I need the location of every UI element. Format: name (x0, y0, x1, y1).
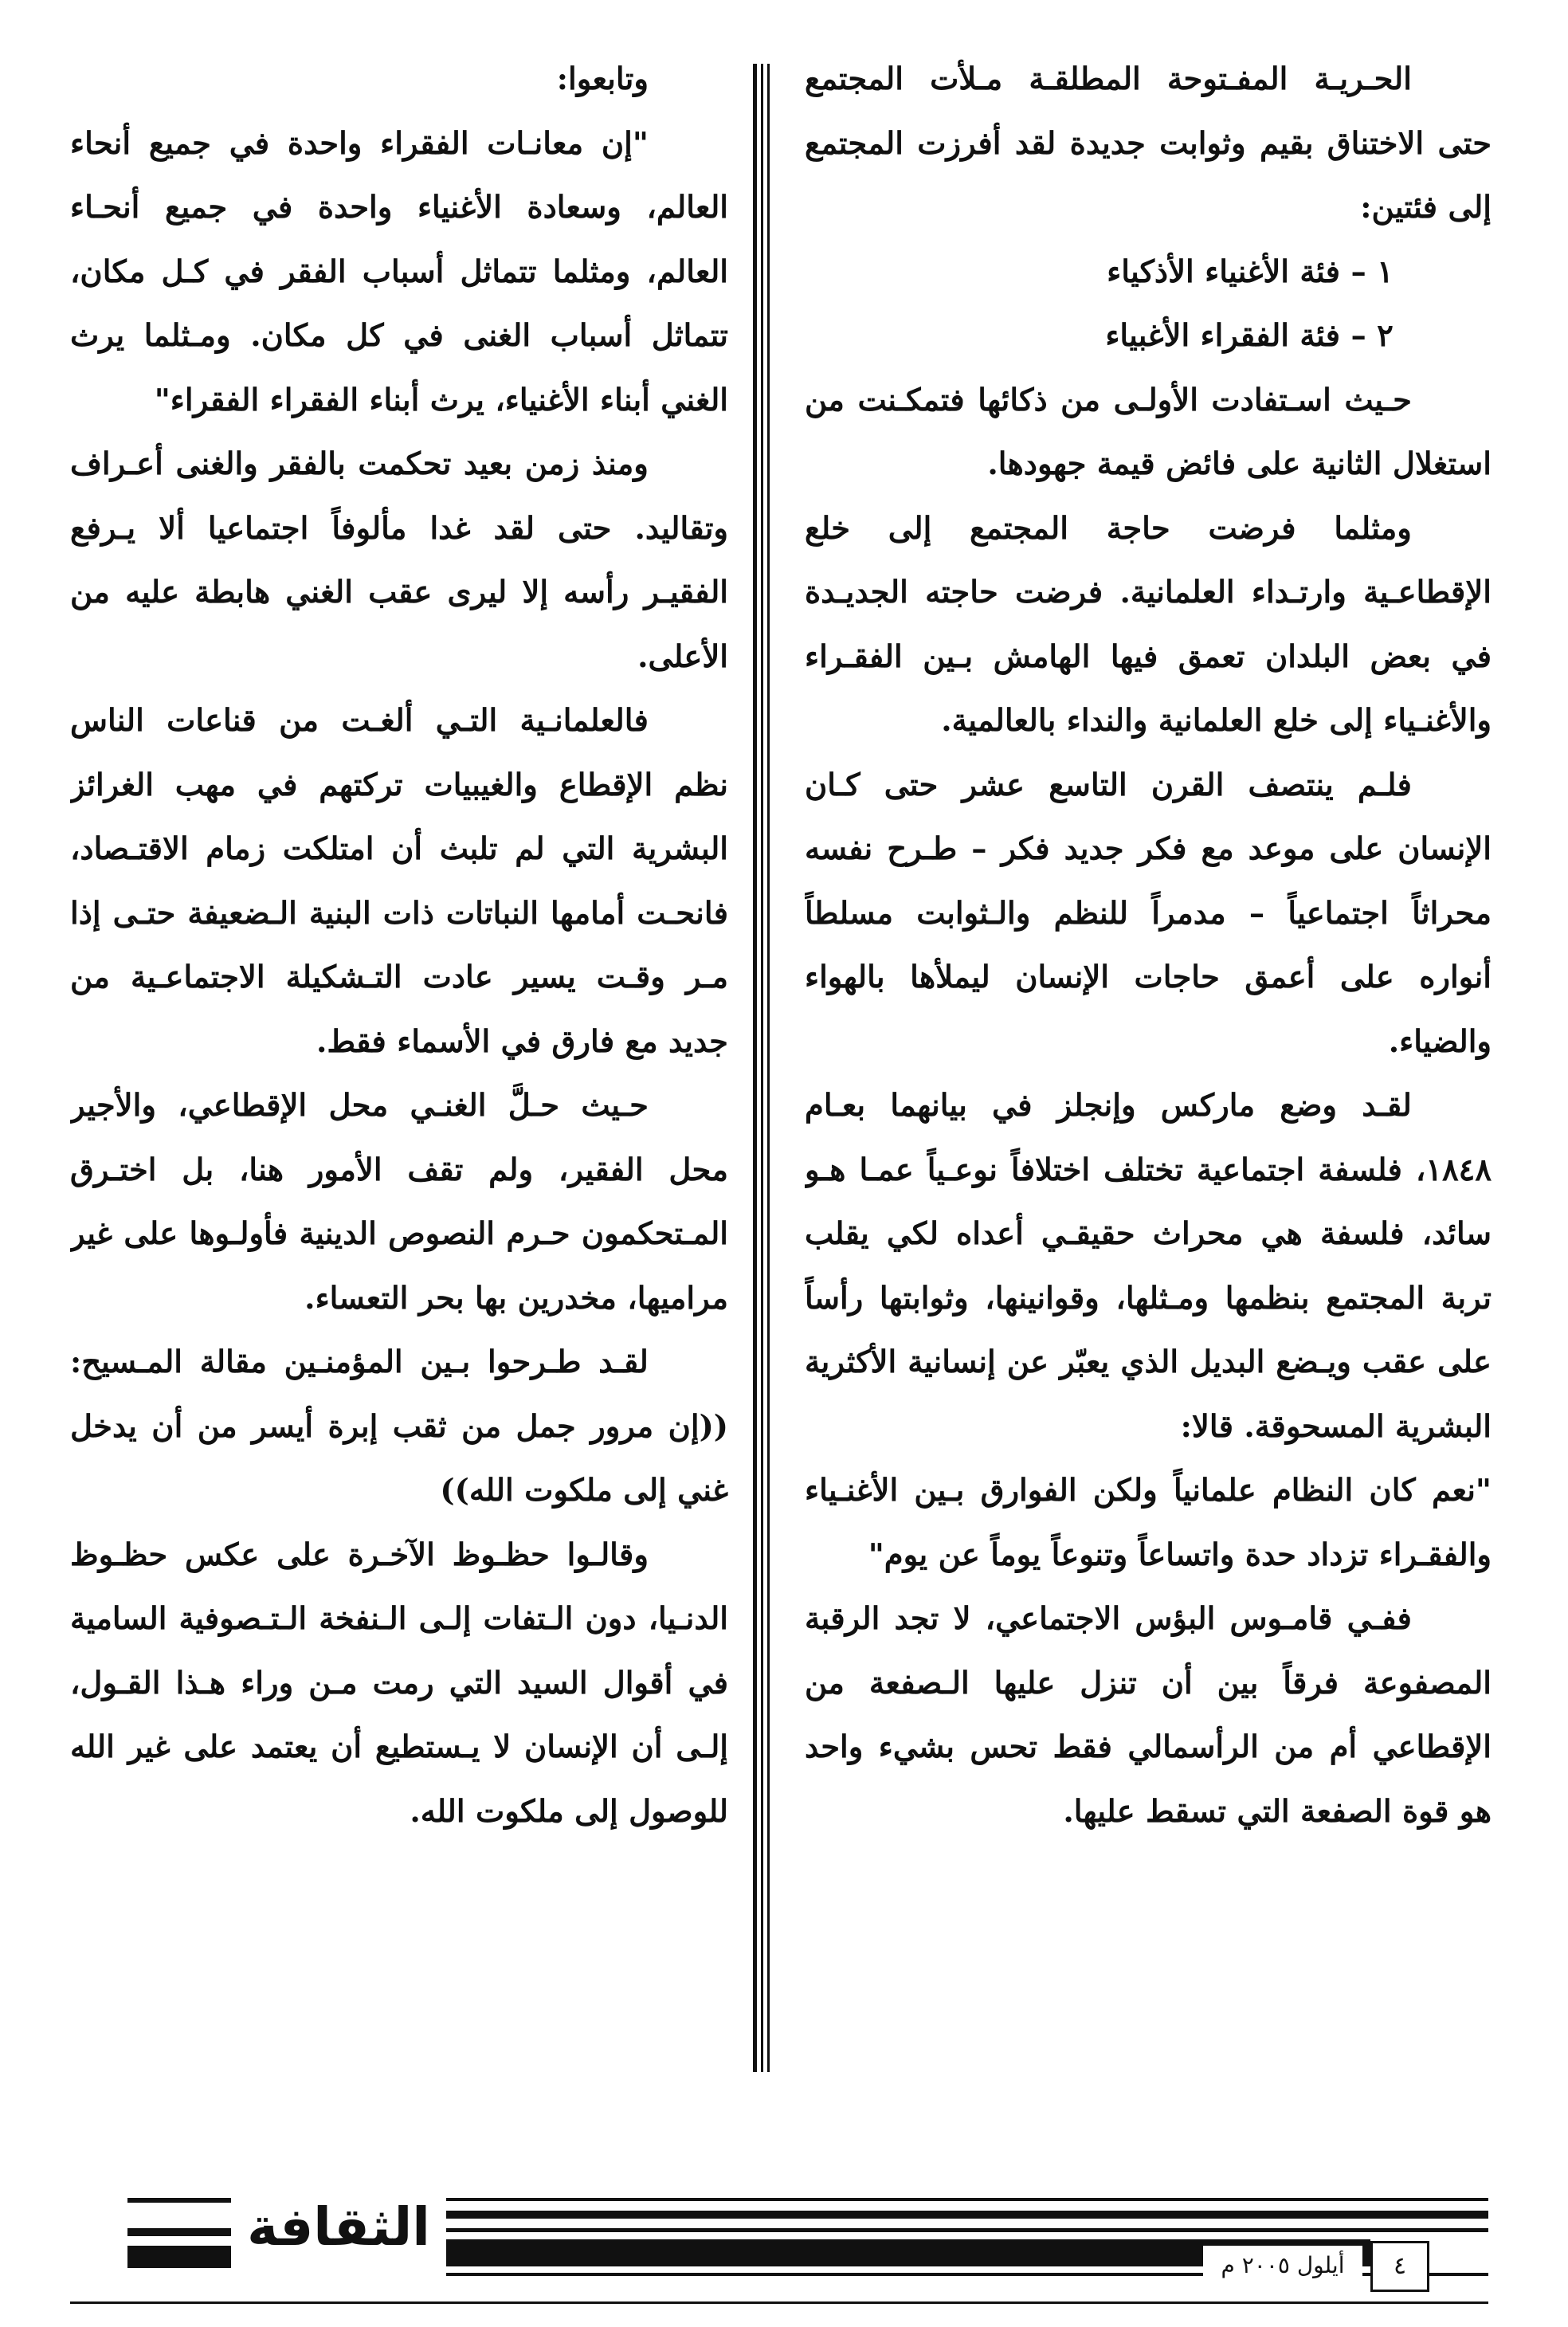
right-column (805, 48, 1492, 2088)
footer-rule-left-bold (127, 2228, 231, 2236)
magazine-logo: الثقافة (247, 2196, 430, 2258)
right-column-paragraph: ١ – فئة الأغنياء الأذكياء (1107, 253, 1394, 290)
left-column-paragraph: ومنذ زمن بعيد تحكمت بالفقر والغنى أعـراف وتقاليد. حتى لقد غدا مألوفاً اجتماعيا ألا يـرفع الفقيـر رأسه إلا ليرى عقب الغني هابطة عليه من الأعلى. (70, 446, 728, 675)
right-column-paragraph: لقـد وضع ماركس وإنجلز في بيانهما بعـام ١٨٤٨، فلسفة اجتماعية تختلف اختلافاً نوعـياً عمـا هـو سائد، فلسفة هي محراث حقيقـي أعداه لكي يقلب تربة المجتمع بنظمها ومـثلها، وقوانينها، وثوابتها رأساً على عقب ويـضع البديل الذي يعبّر عن إنسانية الأكثرية البشرية المسحوقة. قالا: (805, 1088, 1492, 1445)
column-divider-line-3 (767, 64, 770, 2072)
left-column-paragraph: لقـد طـرحوا بـين المؤمنـين مقالة المـسيح: ((إن مرور جمل من ثقب إبرة أيسر من أن يدخل غني إلى ملكوت الله)) (70, 1344, 728, 1509)
right-column-paragraph: ففـي قامـوس البؤس الاجتماعي، لا تجد الرقبة المصفوعة فرقاً بين أن تنزل عليها الـصفعة من الإقطاعي أم من الرأسمالي فقط تحس بشيء واحد هو قوة الصفعة التي تسقط عليها. (805, 1601, 1492, 1830)
issue-date: أيلول ٢٠٠٥ م (1203, 2246, 1362, 2286)
left-column (70, 48, 728, 2088)
right-column-paragraph: ٢ – فئة الفقراء الأغبياء (1105, 318, 1394, 354)
right-column-paragraph: ومثلما فرضت حاجة المجتمع إلى خلع الإقطاعـية وارتـداء العلمانية. فرضت حاجته الجديـدة في بعض البلدان تعمق فيها الهامش بـين الفقـراء والأغنـياء إلى خلع العلمانية والنداء بالعالمية. (805, 510, 1492, 739)
footer-rule-right-mid (446, 2228, 1488, 2232)
right-column-paragraph: فلـم ينتصف القرن التاسع عشر حتى كـان الإنسان على موعد مع فكر جديد فكر – طـرح نفسه محراثاً اجتماعياً – مدمراً للنظم والـثوابت مسلطاً أنواره على أعمق حاجات الإنسان ليملأها بالهواء والضياء. (805, 767, 1492, 1060)
right-column-paragraph: الحـريـة المفـتوحة المطلقـة مـلأت المجتمع حتى الاختناق بقيم وثوابت جديدة لقد أفرزت المجتمع إلى فئتين: (805, 61, 1492, 226)
right-column-paragraph: حـيث اسـتفادت الأولـى من ذكائها فتمكـنت من استغلال الثانية على فائض قيمة جهودها. (805, 382, 1492, 482)
left-column-paragraph: وقالـوا حظـوظ الآخـرة على عكس حظـوظ الدنـيا، دون الـتفات إلـى الـنفخة الـتـصوفية السامية في أقوال السيد التي رمت مـن وراء هـذا القـول، إلـى أن الإنسان لا يـستطيع أن يعتمد على غير الله للوصول إلى ملكوت الله. (70, 1536, 728, 1830)
footer-rule-right-upper (446, 2198, 1488, 2201)
left-column-paragraph: فالعلمانـية التـي ألغـت من قناعات الناس نظم الإقطاع والغيبيات تركتهم في مهب الغرائز البشرية التي لم تلبث أن امتلكت زمام الاقتـصاد، فانحـت أمامها النباتات ذات البنية الـضعيفة حتـى إذا مـر وقـت يسير عادت التـشكيلة الاجتماعـية من جديد مع فارق في الأسماء فقط. (70, 703, 728, 1060)
footer-rule-right-bold (446, 2211, 1488, 2219)
column-divider-line-2 (761, 64, 763, 2072)
footer-rule-left-thick (127, 2246, 231, 2268)
column-divider-line-1 (753, 64, 757, 2072)
footer-rule-left-upper (127, 2198, 231, 2203)
left-column-paragraph: "إن معانـات الفقراء واحدة في جميع أنحاء العالم، وسعادة الأغنياء واحدة في جميع أنحـاء العالم، ومثلما تتماثل أسباب الفقر في كـل مكان، تتماثل أسباب الغنى في كل مكان. ومـثلما يرث الغني أبناء الأغنياء، يرث أبناء الفقراء الفقراء" (70, 125, 728, 418)
left-column-paragraph: حـيث حـلَّ الغنـي محل الإقطاعي، والأجير محل الفقير، ولم تقف الأمور هنا، بل اختـرق المـتحكمون حـرم النصوص الدينية فأولـوها على غير مراميها، مخدرين بها بحر التعساء. (70, 1088, 728, 1317)
footer-rule-bottom-thin (70, 2301, 1488, 2304)
left-column-paragraph: وتابعوا: (556, 61, 649, 97)
right-column-paragraph: "نعم كان النظام علمانياً ولكن الفوارق بـين الأغنـياء والفقـراء تزداد حدة واتساعاً وتنوعاً يوماً عن يوم" (805, 1473, 1492, 1573)
page-number: ٤ (1370, 2241, 1429, 2292)
